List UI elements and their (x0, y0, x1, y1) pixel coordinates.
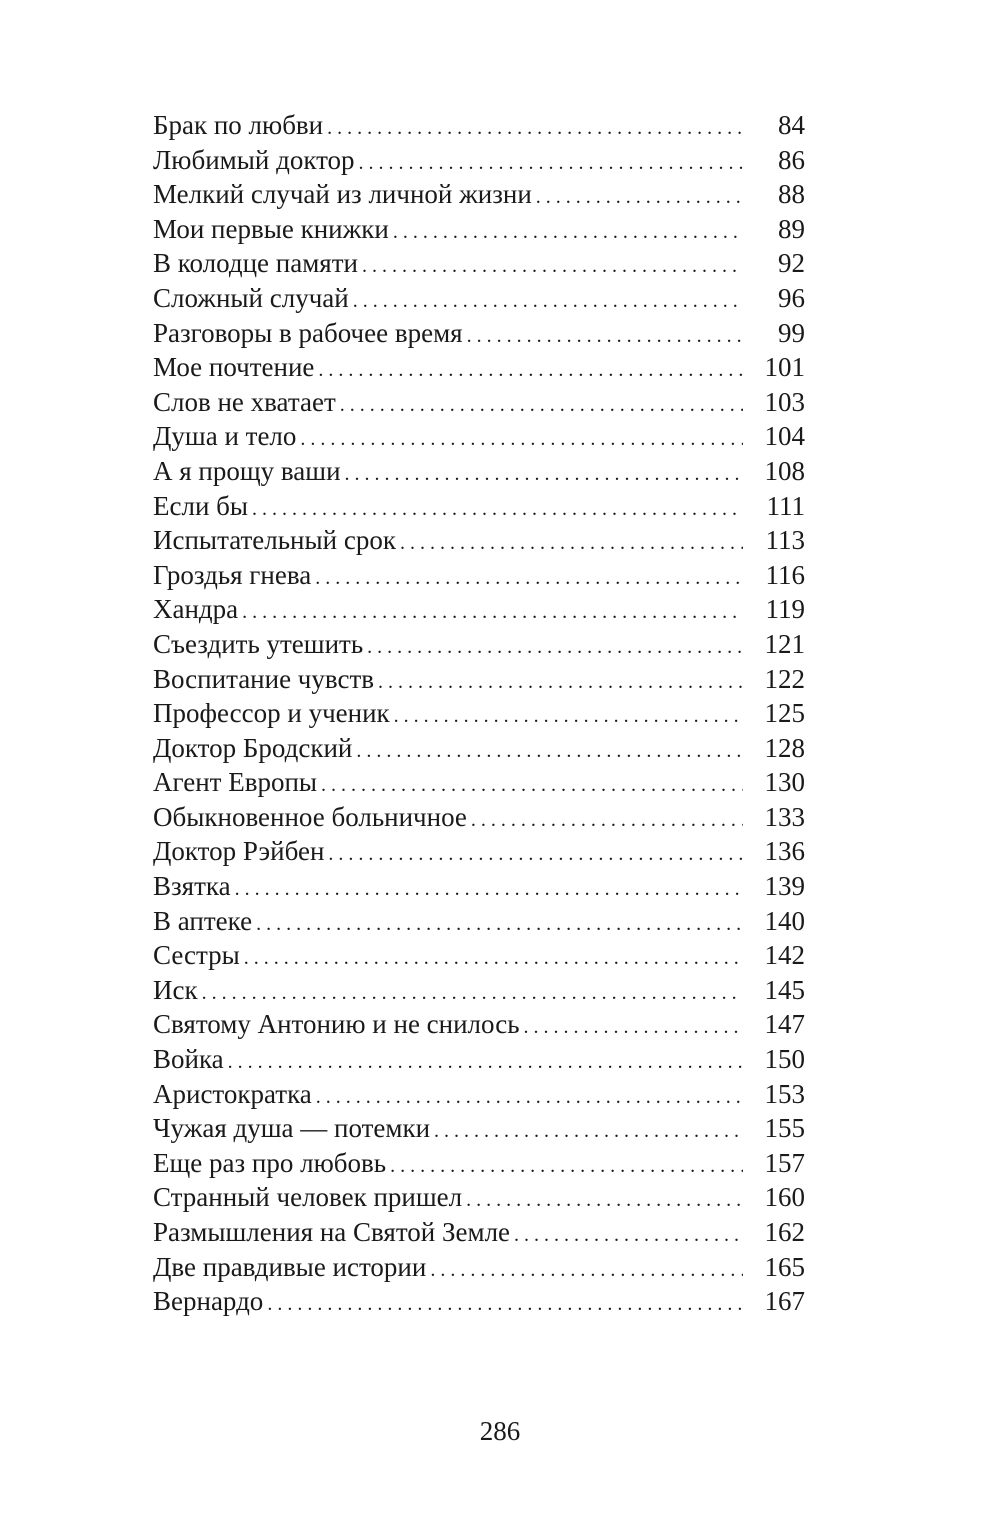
toc-entry-page-number: 119 (765, 594, 805, 625)
toc-entry (153, 143, 805, 178)
toc-entry (153, 904, 805, 939)
toc-entry-page-number: 103 (764, 386, 805, 417)
toc-entry-title: Обыкновенное больничное (153, 801, 467, 832)
toc-entry (153, 765, 805, 800)
toc-entry-page-number: 125 (764, 698, 805, 729)
toc-entry-title: Профессор и ученик (153, 698, 390, 729)
toc-entry (153, 1180, 805, 1215)
toc-entry (153, 385, 805, 420)
toc-entry-title: Святому Антонию и не снилось (153, 1009, 520, 1040)
toc-entry-title: Аристократка (153, 1078, 312, 1109)
toc-entry (153, 419, 805, 454)
dot-leader (471, 803, 743, 838)
toc-entry-page-number: 92 (778, 248, 805, 279)
toc-entry-page-number: 142 (764, 940, 805, 971)
toc-entry-title: Взятка (153, 871, 231, 902)
toc-entry-title: Если бы (153, 490, 249, 521)
toc-entry-page-number: 99 (778, 317, 805, 348)
toc-entry-page-number: 153 (764, 1078, 805, 1109)
toc-entry-title: Странный человек пришел (153, 1182, 463, 1213)
toc-entry-title: Душа и тело (153, 421, 297, 452)
toc-entry-title: Сложный случай (153, 282, 349, 313)
toc-entry (153, 316, 805, 351)
dot-leader (536, 180, 743, 215)
toc-entry-page-number: 167 (764, 1286, 805, 1317)
toc-entry-title: В колодце памяти (153, 248, 358, 279)
toc-entry-page-number: 145 (764, 974, 805, 1005)
dot-leader (400, 526, 743, 561)
toc-entry-page-number: 111 (766, 490, 805, 521)
toc-entry-title: Любимый доктор (153, 144, 355, 175)
toc-entry-title: Иск (153, 974, 198, 1005)
toc-entry-title: Гроздья гнева (153, 559, 312, 590)
toc-entry-title: Доктор Рэйбен (153, 836, 325, 867)
toc-entry (153, 1284, 805, 1319)
toc-entry (153, 108, 805, 143)
dot-leader (353, 284, 743, 319)
dot-leader (524, 1010, 743, 1045)
toc-entry (153, 246, 805, 281)
toc-entry-page-number: 86 (778, 144, 805, 175)
toc-entry-page-number: 128 (764, 732, 805, 763)
toc-entry (153, 1146, 805, 1181)
dot-leader (228, 1045, 743, 1080)
dot-leader (300, 422, 743, 457)
toc-entry-page-number: 108 (764, 455, 805, 486)
toc-entry-title: Разговоры в рабочее время (153, 317, 463, 348)
toc-entry (153, 281, 805, 316)
dot-leader (345, 457, 743, 492)
toc-entry-page-number: 96 (778, 282, 805, 313)
toc-entry-title: Хандра (153, 594, 239, 625)
toc-entry-title: Агент Европы (153, 767, 318, 798)
toc-entry (153, 592, 805, 627)
toc-entry-page-number: 84 (778, 110, 805, 140)
toc-entry (153, 973, 805, 1008)
toc-entry-page-number: 116 (765, 559, 805, 590)
toc-entry-page-number: 150 (764, 1044, 805, 1075)
toc-entry (153, 350, 805, 385)
dot-leader (235, 872, 743, 907)
toc-entry-page-number: 157 (764, 1147, 805, 1178)
toc-entry-title: Съездить утешить (153, 628, 364, 659)
dot-leader (434, 1114, 743, 1149)
dot-leader (242, 595, 743, 630)
toc-entry (153, 1042, 805, 1077)
toc-entry (153, 558, 805, 593)
toc-entry (153, 177, 805, 212)
dot-leader (362, 249, 743, 284)
toc-entry (153, 1077, 805, 1112)
toc-entry-title: Брак по любви (153, 110, 324, 140)
dot-leader (467, 319, 743, 354)
toc-entry-title: Доктор Бродский (153, 732, 353, 763)
toc-entry-title: Войка (153, 1044, 224, 1075)
toc-entry-page-number: 140 (764, 905, 805, 936)
toc-entry-title: Две правдивые истории (153, 1251, 427, 1282)
toc-entry-title: Чужая душа — потемки (153, 1113, 431, 1144)
toc-entry-title: Размышления на Святой Земле (153, 1217, 511, 1247)
toc-entry-page-number: 147 (764, 1009, 805, 1040)
toc-entry (153, 523, 805, 558)
toc-entry-page-number: 139 (764, 871, 805, 902)
toc-entry-page-number: 113 (765, 525, 805, 556)
toc-entry-page-number: 165 (764, 1251, 805, 1282)
dot-leader (356, 734, 743, 769)
dot-leader (202, 976, 743, 1011)
dot-leader (315, 561, 743, 596)
toc-entry (153, 662, 805, 697)
toc-entry (153, 454, 805, 489)
toc-entry-title: Мои первые книжки (153, 213, 389, 244)
dot-leader (328, 837, 743, 872)
toc-entry-title: Воспитание чувств (153, 663, 375, 694)
dot-leader (359, 146, 743, 181)
dot-leader (394, 699, 743, 734)
toc-entry-title: Мелкий случай из личной жизни (153, 179, 532, 210)
table-of-contents (153, 108, 805, 1319)
toc-entry-title: Мое почтение (153, 352, 315, 383)
toc-entry-page-number: 89 (778, 213, 805, 244)
dot-leader (393, 215, 743, 250)
dot-leader (390, 1149, 743, 1184)
dot-leader (267, 1287, 743, 1322)
toc-entry (153, 731, 805, 766)
toc-entry-title: Сестры (153, 940, 240, 971)
toc-entry (153, 834, 805, 869)
dot-leader (466, 1183, 743, 1218)
toc-entry-title: Слов не хватает (153, 386, 336, 417)
toc-entry-title: А я прощу ваши (153, 455, 341, 486)
dot-leader (321, 768, 743, 803)
toc-entry-page-number: 136 (764, 836, 805, 867)
toc-entry (153, 489, 805, 524)
dot-leader (378, 665, 743, 700)
dot-leader (514, 1218, 743, 1253)
toc-entry-page-number: 104 (764, 421, 805, 452)
toc-entry (153, 1007, 805, 1042)
toc-entry (153, 1250, 805, 1285)
dot-leader (340, 388, 743, 423)
toc-entry-page-number: 162 (764, 1217, 805, 1247)
dot-leader (318, 353, 743, 388)
toc-entry (153, 1111, 805, 1146)
toc-entry-page-number: 88 (778, 179, 805, 210)
toc-entry-title: В аптеке (153, 905, 253, 936)
toc-entry-page-number: 122 (764, 663, 805, 694)
toc-entry (153, 1215, 805, 1250)
dot-leader (316, 1080, 743, 1115)
toc-entry (153, 938, 805, 973)
toc-entry-page-number: 121 (764, 628, 805, 659)
toc-entry-page-number: 101 (764, 352, 805, 383)
toc-entry-page-number: 133 (764, 801, 805, 832)
toc-entry (153, 696, 805, 731)
dot-leader (367, 630, 743, 665)
toc-entry-title: Еще раз про любовь (153, 1147, 387, 1178)
toc-entry-title: Вернардо (153, 1286, 264, 1317)
dot-leader (244, 941, 743, 976)
toc-entry (153, 869, 805, 904)
toc-entry-title: Испытательный срок (153, 525, 396, 556)
toc-entry (153, 800, 805, 835)
toc-entry-page-number: 155 (764, 1113, 805, 1144)
toc-entry-page-number: 130 (764, 767, 805, 798)
toc-entry (153, 627, 805, 662)
dot-leader (256, 907, 743, 942)
toc-entry-page-number: 160 (764, 1182, 805, 1213)
page-number: 286 (479, 1416, 521, 1446)
dot-leader (327, 111, 743, 146)
dot-leader (252, 492, 743, 527)
toc-entry (153, 212, 805, 247)
dot-leader (430, 1253, 743, 1288)
